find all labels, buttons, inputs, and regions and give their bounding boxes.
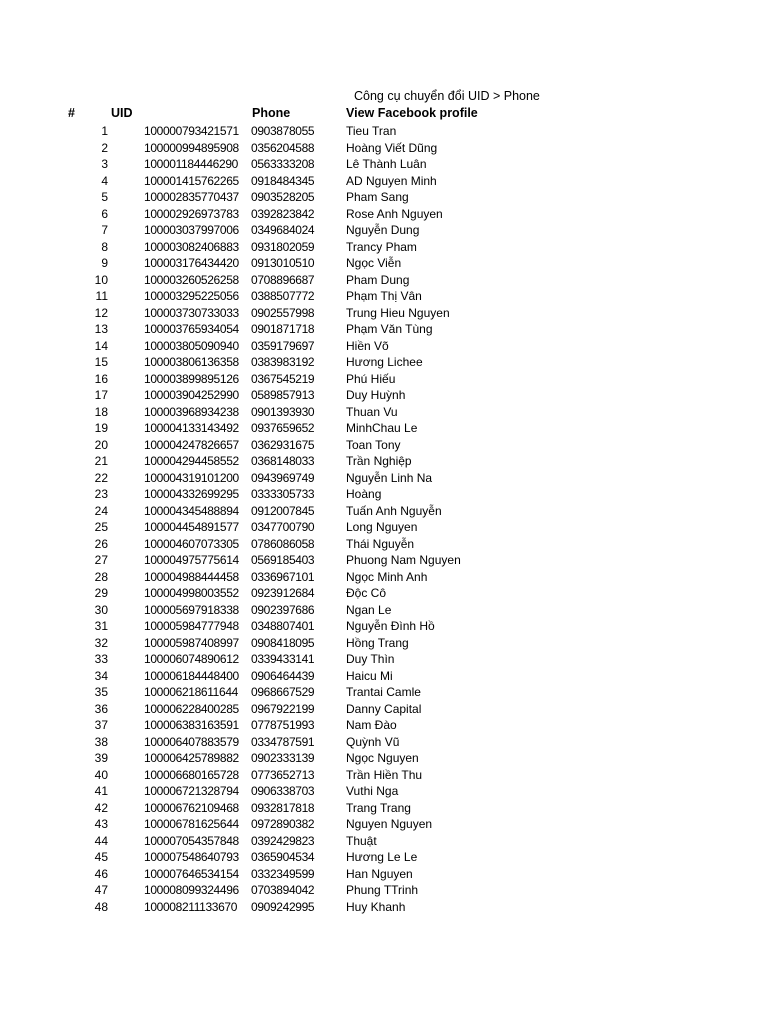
row-uid: 100006721328794	[144, 784, 239, 798]
row-number: 37	[94, 718, 108, 732]
row-number: 42	[94, 800, 108, 815]
row-profile-name: Han Nguyen	[346, 866, 413, 881]
row-phone: 0359179697	[251, 338, 315, 353]
row-number: 41	[94, 784, 108, 798]
table-row	[0, 206, 768, 223]
row-uid: 100002835770437	[144, 190, 239, 204]
row-uid: 100004607073305	[144, 536, 239, 551]
row-uid: 100006228400285	[144, 701, 239, 716]
row-profile-name: Độc Cô	[346, 586, 387, 600]
row-uid: 100004998003552	[144, 586, 239, 600]
row-phone: 0563333208	[251, 157, 315, 171]
row-number: 8	[101, 239, 108, 254]
table-row	[0, 222, 768, 239]
row-uid: 100004133143492	[144, 421, 239, 435]
table-row	[0, 470, 768, 487]
row-number: 47	[94, 883, 108, 897]
row-profile-name: Hoàng	[346, 487, 382, 501]
row-phone: 0918484345	[251, 173, 315, 188]
row-number: 28	[94, 569, 108, 584]
row-uid: 100004247826657	[144, 437, 239, 452]
row-number: 26	[94, 536, 108, 551]
row-uid: 100006762109468	[144, 800, 239, 815]
row-phone: 0569185403	[251, 553, 315, 567]
row-uid: 100008211133670	[144, 899, 238, 914]
row-phone: 0362931675	[251, 437, 315, 452]
row-uid: 100000994895908	[144, 140, 239, 155]
row-number: 6	[101, 206, 108, 221]
row-profile-name: Lê Thành Luân	[346, 157, 427, 171]
row-phone: 0902557998	[251, 305, 315, 320]
table-row	[0, 404, 768, 421]
row-uid: 100006680165728	[144, 767, 239, 782]
table-row	[0, 734, 768, 751]
row-phone: 0356204588	[251, 140, 315, 155]
row-profile-name: Trang Trang	[346, 800, 411, 815]
header-uid: UID	[111, 106, 133, 120]
row-phone: 0909242995	[251, 899, 315, 914]
row-profile-name: Nam Đào	[346, 718, 397, 732]
row-uid: 100006781625644	[144, 817, 239, 831]
document-title: Công cụ chuyển đổi UID > Phone	[354, 89, 540, 103]
row-number: 17	[94, 388, 108, 402]
row-uid: 100006074890612	[144, 652, 239, 666]
row-phone: 0972890382	[251, 817, 315, 831]
table-row	[0, 189, 768, 206]
row-phone: 0703894042	[251, 883, 315, 897]
row-profile-name: Nguyễn Dung	[346, 223, 420, 237]
row-profile-name: Hiền Võ	[346, 338, 389, 353]
row-uid: 100003904252990	[144, 388, 239, 402]
table-row	[0, 519, 768, 536]
table-row	[0, 437, 768, 454]
row-profile-name: MinhChau Le	[346, 421, 418, 435]
row-profile-name: Duy Huỳnh	[346, 388, 406, 402]
row-number: 36	[94, 701, 108, 716]
table-row	[0, 338, 768, 355]
row-number: 18	[94, 404, 108, 419]
row-profile-name: Hương Lichee	[346, 355, 423, 369]
row-number: 32	[94, 635, 108, 650]
header-phone: Phone	[252, 106, 291, 120]
row-phone: 0778751993	[251, 718, 315, 732]
row-uid: 100003806136358	[144, 355, 239, 369]
row-phone: 0931802059	[251, 239, 315, 254]
row-phone: 0901393930	[251, 404, 315, 419]
row-profile-name: Ngan Le	[346, 602, 392, 617]
row-uid: 100003082406883	[144, 239, 239, 254]
row-uid: 100003037997006	[144, 223, 239, 237]
row-profile-name: Huy Khanh	[346, 899, 406, 914]
row-phone: 0368148033	[251, 454, 315, 468]
row-number: 10	[94, 272, 108, 287]
row-uid: 100001184446290	[144, 157, 238, 171]
row-uid: 100003805090940	[144, 338, 239, 353]
table-row	[0, 453, 768, 470]
row-number: 12	[94, 305, 108, 320]
row-profile-name: Haicu Mi	[346, 668, 393, 683]
row-phone: 0923912684	[251, 586, 315, 600]
row-profile-name: Ngọc Nguyen	[346, 751, 419, 765]
header-number: #	[68, 106, 75, 120]
row-profile-name: Phạm Văn Tùng	[346, 322, 433, 336]
row-profile-name: Pham Dung	[346, 272, 410, 287]
row-profile-name: Thuật	[346, 833, 377, 848]
row-number: 5	[101, 190, 108, 204]
row-number: 38	[94, 734, 108, 749]
table-row	[0, 800, 768, 817]
row-number: 19	[94, 421, 108, 435]
table-row	[0, 272, 768, 289]
row-number: 21	[94, 454, 108, 468]
row-phone: 0906338703	[251, 784, 315, 798]
table-row	[0, 156, 768, 173]
row-number: 25	[94, 520, 108, 534]
row-number: 20	[94, 437, 108, 452]
row-uid: 100004454891577	[144, 520, 239, 534]
row-phone: 0913010510	[251, 256, 315, 270]
table-row	[0, 750, 768, 767]
row-profile-name: Nguyen Nguyen	[346, 817, 433, 831]
row-profile-name: Pham Sang	[346, 190, 409, 204]
table-row	[0, 536, 768, 553]
row-profile-name: Long Nguyen	[346, 520, 418, 534]
row-phone: 0902333139	[251, 751, 315, 765]
row-profile-name: Hoàng Viết Dũng	[346, 140, 438, 155]
row-number: 7	[101, 223, 108, 237]
row-number: 4	[101, 173, 108, 188]
table-row	[0, 371, 768, 388]
table-row	[0, 255, 768, 272]
row-profile-name: Nguyễn Đình Hồ	[346, 619, 435, 633]
row-uid: 100005984777948	[144, 619, 239, 633]
row-profile-name: Phuong Nam Nguyen	[346, 553, 461, 567]
row-profile-name: AD Nguyen Minh	[346, 173, 437, 188]
row-phone: 0349684024	[251, 223, 315, 237]
row-uid: 100003176434420	[144, 256, 239, 270]
row-uid: 100003295225056	[144, 289, 239, 303]
row-phone: 0347700790	[251, 520, 315, 534]
row-phone: 0932817818	[251, 800, 315, 815]
row-uid: 100004345488894	[144, 503, 239, 518]
table-row	[0, 651, 768, 668]
table-row	[0, 668, 768, 685]
row-number: 31	[94, 619, 108, 633]
data-table	[0, 123, 768, 915]
row-phone: 0367545219	[251, 371, 315, 386]
row-phone: 0901871718	[251, 322, 315, 336]
row-phone: 0392823842	[251, 206, 315, 221]
row-phone: 0333305733	[251, 487, 315, 501]
row-phone: 0908418095	[251, 635, 315, 650]
row-number: 1	[101, 124, 108, 138]
row-phone: 0348807401	[251, 619, 315, 633]
row-uid: 100004332699295	[144, 487, 239, 501]
row-profile-name: Trần Hiền Thu	[346, 767, 423, 782]
row-profile-name: Hương Le Le	[346, 850, 418, 864]
row-number: 9	[101, 256, 108, 270]
row-phone: 0392429823	[251, 833, 315, 848]
row-phone: 0903528205	[251, 190, 315, 204]
row-phone: 0589857913	[251, 388, 315, 402]
table-row	[0, 552, 768, 569]
row-number: 30	[94, 602, 108, 617]
row-profile-name: Trancy Pham	[346, 239, 417, 254]
row-number: 44	[94, 833, 108, 848]
table-row	[0, 767, 768, 784]
row-profile-name: Tuấn Anh Nguyễn	[346, 503, 442, 518]
row-uid: 100004294458552	[144, 454, 239, 468]
row-phone: 0943969749	[251, 470, 315, 485]
table-row	[0, 305, 768, 322]
row-uid: 100004975775614	[144, 553, 239, 567]
row-phone: 0903878055	[251, 124, 315, 138]
row-phone: 0708896687	[251, 272, 315, 287]
row-profile-name: Tieu Tran	[346, 124, 397, 138]
table-row	[0, 585, 768, 602]
row-uid: 100005697918338	[144, 602, 239, 617]
row-uid: 100003968934238	[144, 404, 239, 419]
table-row	[0, 602, 768, 619]
row-number: 27	[94, 553, 108, 567]
table-row	[0, 849, 768, 866]
row-number: 35	[94, 685, 108, 699]
row-phone: 0388507772	[251, 289, 315, 303]
row-number: 16	[94, 371, 108, 386]
row-uid: 100000793421571	[144, 124, 239, 138]
row-phone: 0786086058	[251, 536, 315, 551]
table-row	[0, 288, 768, 305]
row-profile-name: Toan Tony	[346, 437, 401, 452]
row-number: 3	[101, 157, 108, 171]
row-profile-name: Thuan Vu	[346, 404, 398, 419]
row-uid: 100003899895126	[144, 371, 239, 386]
row-uid: 100003730733033	[144, 305, 239, 320]
row-uid: 100004988444458	[144, 569, 239, 584]
row-profile-name: Quỳnh Vũ	[346, 734, 400, 749]
row-number: 2	[101, 140, 108, 155]
table-row	[0, 387, 768, 404]
row-phone: 0968667529	[251, 685, 315, 699]
table-row	[0, 783, 768, 800]
table-row	[0, 618, 768, 635]
row-number: 39	[94, 751, 108, 765]
row-uid: 100006218611644	[144, 685, 238, 699]
row-profile-name: Trung Hieu Nguyen	[346, 305, 450, 320]
row-uid: 100006425789882	[144, 751, 239, 765]
row-number: 48	[94, 899, 108, 914]
table-row	[0, 899, 768, 916]
row-profile-name: Thái Nguyễn	[346, 536, 415, 551]
row-number: 45	[94, 850, 108, 864]
row-profile-name: Rose Anh Nguyen	[346, 206, 443, 221]
row-uid: 100003260526258	[144, 272, 239, 287]
row-phone: 0902397686	[251, 602, 315, 617]
row-profile-name: Ngọc Minh Anh	[346, 569, 428, 584]
row-uid: 100006184448400	[144, 668, 239, 683]
table-row	[0, 503, 768, 520]
row-uid: 100007054357848	[144, 833, 239, 848]
row-uid: 100007646534154	[144, 866, 239, 881]
row-uid: 100003765934054	[144, 322, 239, 336]
row-number: 23	[94, 487, 108, 501]
row-phone: 0937659652	[251, 421, 315, 435]
row-profile-name: Phung TTrinh	[346, 883, 419, 897]
row-number: 33	[94, 652, 108, 666]
row-number: 14	[94, 338, 108, 353]
row-uid: 100004319101200	[144, 470, 239, 485]
table-row	[0, 816, 768, 833]
row-profile-name: Hồng Trang	[346, 635, 409, 650]
row-profile-name: Phạm Thị Vân	[346, 289, 422, 303]
row-phone: 0339433141	[251, 652, 315, 666]
row-phone: 0383983192	[251, 355, 315, 369]
row-phone: 0912007845	[251, 503, 315, 518]
row-profile-name: Trantai Camle	[346, 685, 421, 699]
row-profile-name: Nguyễn Linh Na	[346, 470, 433, 485]
row-profile-name: Ngọc Viễn	[346, 256, 402, 270]
row-uid: 100006407883579	[144, 734, 239, 749]
row-profile-name: Vuthi Nga	[346, 784, 399, 798]
row-phone: 0334787591	[251, 734, 315, 749]
table-row	[0, 486, 768, 503]
table-row	[0, 123, 768, 140]
row-number: 24	[94, 503, 108, 518]
table-row	[0, 684, 768, 701]
row-profile-name: Trần Nghiệp	[346, 454, 412, 468]
row-number: 11	[95, 289, 108, 303]
row-phone: 0967922199	[251, 701, 315, 716]
row-uid: 100005987408997	[144, 635, 239, 650]
row-uid: 100008099324496	[144, 883, 239, 897]
row-uid: 100006383163591	[144, 718, 239, 732]
table-row	[0, 140, 768, 157]
row-number: 15	[94, 355, 108, 369]
table-row	[0, 239, 768, 256]
row-number: 34	[94, 668, 108, 683]
row-profile-name: Phú Hiếu	[346, 371, 396, 386]
row-uid: 100002926973783	[144, 206, 239, 221]
table-row	[0, 569, 768, 586]
row-phone: 0773652713	[251, 767, 315, 782]
table-row	[0, 173, 768, 190]
row-number: 29	[94, 586, 108, 600]
row-number: 13	[94, 322, 108, 336]
table-row	[0, 635, 768, 652]
row-profile-name: Duy Thìn	[346, 652, 395, 666]
row-number: 46	[94, 866, 108, 881]
row-phone: 0332349599	[251, 866, 315, 881]
row-phone: 0365904534	[251, 850, 315, 864]
row-phone: 0336967101	[251, 569, 315, 584]
row-uid: 100001415762265	[144, 173, 239, 188]
table-row	[0, 833, 768, 850]
header-view-facebook-profile: View Facebook profile	[346, 106, 478, 120]
row-number: 40	[94, 767, 108, 782]
row-uid: 100007548640793	[144, 850, 239, 864]
table-row	[0, 354, 768, 371]
table-row	[0, 866, 768, 883]
table-row	[0, 420, 768, 437]
table-row	[0, 717, 768, 734]
table-row	[0, 701, 768, 718]
row-number: 22	[94, 470, 108, 485]
table-row	[0, 321, 768, 338]
row-phone: 0906464439	[251, 668, 315, 683]
table-row	[0, 882, 768, 899]
row-number: 43	[94, 817, 108, 831]
row-profile-name: Danny Capital	[346, 701, 422, 716]
